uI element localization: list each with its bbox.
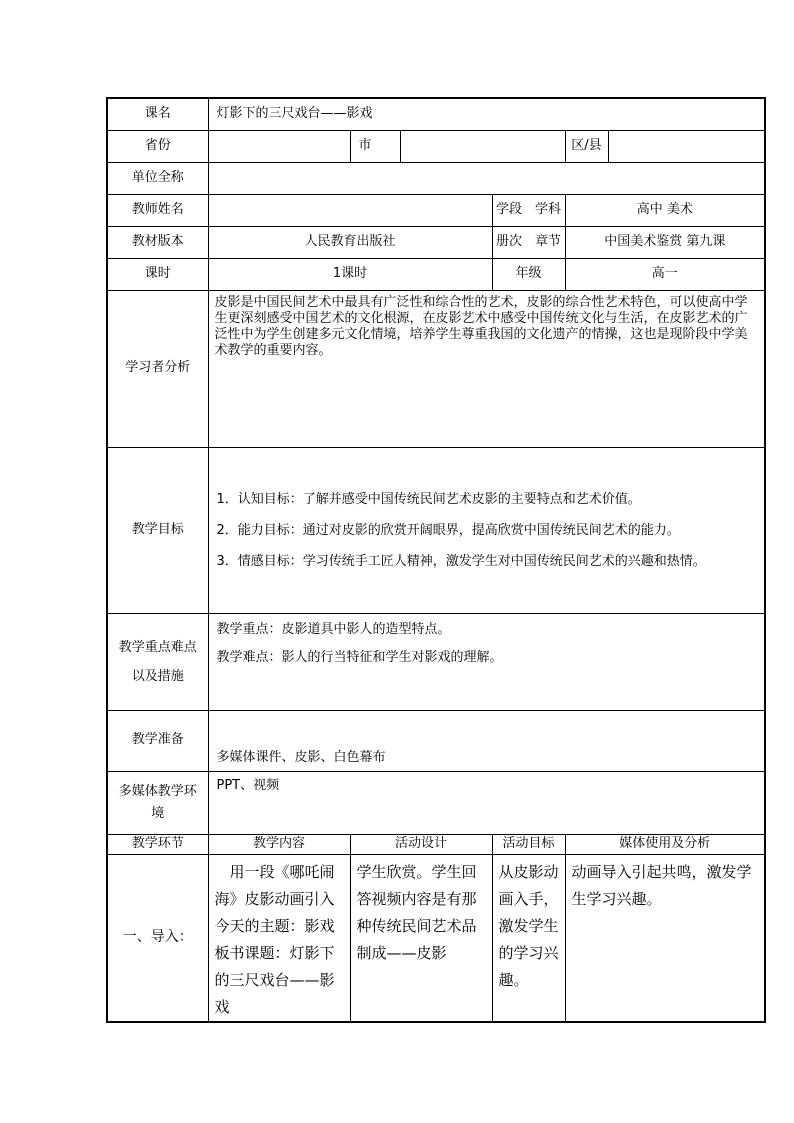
stage-subject-label: 学段 学科 [492, 194, 565, 226]
objective-item: 3．情感目标：学习传统手工匠人精神，激发学生对中国传统民间艺术的兴趣和热情。 [216, 553, 706, 569]
city-label: 市 [350, 130, 400, 162]
province-label: 省份 [107, 130, 208, 162]
preparation-label: 教学准备 [107, 710, 208, 771]
objectives-label: 教学目标 [107, 447, 208, 613]
course-name-label: 课名 [107, 98, 208, 130]
process-header-row [107, 834, 765, 854]
district-label: 区/县 [565, 130, 608, 162]
process-media: 动画导入引起共鸣，激发学生学习兴趣。 [565, 854, 765, 1022]
grade-label: 年级 [492, 258, 565, 290]
volume-chapter-value: 中国美术鉴赏 第九课 [565, 226, 765, 258]
objective-item: 1．认知目标：了解并感受中国传统民间艺术皮影的主要特点和艺术价值。 [216, 491, 641, 507]
objectives-row [107, 447, 765, 613]
unit-row [107, 162, 765, 194]
teacher-value [208, 194, 492, 226]
preparation-text: 多媒体课件、皮影、白色幕布 [208, 710, 765, 771]
objective-item: 2．能力目标：通过对皮影的欣赏开阔眼界，提高欣赏中国传统民间艺术的能力。 [216, 522, 680, 538]
process-header-content: 教学内容 [208, 834, 350, 854]
analysis-label: 学习者分析 [107, 290, 208, 447]
grade-value: 高一 [565, 258, 765, 290]
period-value: 1课时 [208, 258, 492, 290]
objectives-list [208, 447, 765, 613]
period-row [107, 258, 765, 290]
edition-value: 人民教育出版社 [208, 226, 492, 258]
edition-label: 教材版本 [107, 226, 208, 258]
analysis-text: 皮影是中国民间艺术中最具有广泛性和综合性的艺术，皮影的综合性艺术特色，可以使高中学生更深刻感受中国艺术的文化根源，在皮影艺术中感受中国传统文化与生活，在皮影艺术的广泛性中为学生创建多元文化情境，培养学生尊重我国的文化遗产的情操，这也是现阶段中学美术教学的重要内容。 [208, 290, 765, 447]
key-point-item: 教学难点：影人的行当特征和学生对影戏的理解。 [216, 649, 503, 665]
city-value [400, 130, 565, 162]
key-points-label [107, 613, 208, 710]
media-env-row [107, 771, 765, 834]
media-env-label-line: 境 [151, 805, 165, 821]
stage-subject-value: 高中 美术 [565, 194, 765, 226]
key-point-item: 教学重点：皮影道具中影人的造型特点。 [216, 621, 451, 637]
unit-label: 单位全称 [107, 162, 208, 194]
period-label: 课时 [107, 258, 208, 290]
process-header-stage: 教学环节 [107, 834, 208, 854]
volume-chapter-label: 册次 章节 [492, 226, 565, 258]
media-env-text: PPT、视频 [208, 771, 765, 834]
edition-row [107, 226, 765, 258]
preparation-row [107, 710, 765, 771]
process-row [107, 854, 765, 1022]
key-points-label-line: 以及措施 [131, 668, 184, 684]
process-activity: 学生欣赏。学生回答视频内容是有那种传统民间艺术品制成——皮影 [350, 854, 492, 1022]
unit-value [208, 162, 765, 194]
key-points-list [208, 613, 765, 710]
region-row [107, 130, 765, 162]
district-value [608, 130, 765, 162]
process-header-goal: 活动目标 [492, 834, 565, 854]
province-value [208, 130, 350, 162]
teacher-label: 教师姓名 [107, 194, 208, 226]
media-env-label [107, 771, 208, 834]
process-stage: 一、导入： [107, 854, 208, 1022]
process-header-activity: 活动设计 [350, 834, 492, 854]
key-points-row [107, 613, 765, 710]
course-name-row [107, 98, 765, 130]
process-content: 用一段《哪吒闹海》皮影动画引入今天的主题：影戏板书课题：灯影下的三尺戏台——影戏 [208, 854, 350, 1022]
key-points-label-line: 教学重点难点 [118, 639, 197, 655]
process-goal: 从皮影动画入手，激发学生的学习兴趣。 [492, 854, 565, 1022]
media-env-label-line: 多媒体教学环 [118, 783, 197, 799]
teacher-row [107, 194, 765, 226]
course-name-value: 灯影下的三尺戏台——影戏 [208, 98, 765, 130]
lesson-plan-table [106, 97, 766, 1023]
analysis-row [107, 290, 765, 447]
process-header-media: 媒体使用及分析 [565, 834, 765, 854]
